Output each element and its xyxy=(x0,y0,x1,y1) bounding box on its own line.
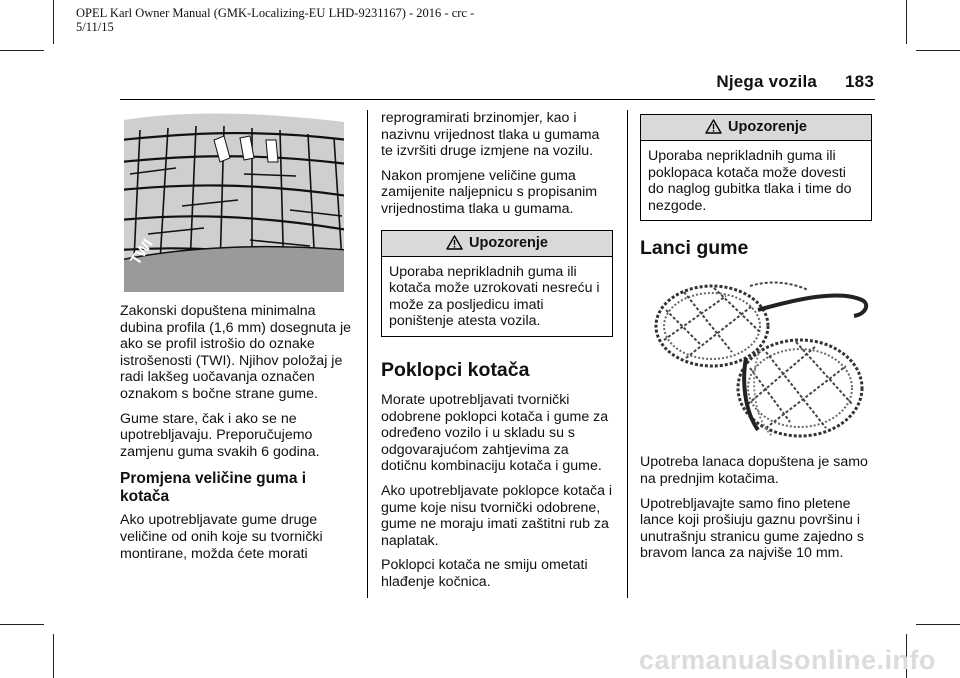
continued-paragraph: reprogramirati brzinomjer, kao i nazivnu vrijednost tlaka u gumama te izvršiti druge izmjene na vozilu. xyxy=(381,110,600,160)
twi-label: TWI xyxy=(127,235,157,269)
warning-box xyxy=(640,114,872,221)
column-2 xyxy=(381,110,613,598)
tire-size-change-heading: Promjena veličine guma i kotača xyxy=(120,470,307,506)
crop-mark xyxy=(906,0,907,44)
watermark: carmanualsonline.info xyxy=(638,645,936,675)
column-separator xyxy=(367,110,368,598)
page-number: 183 xyxy=(845,72,874,91)
wheel-covers-paragraph-1: Morate upotrebljavati tvornički odobrene poklopci kotača i gume za određeno vozilo i u skladu su s odgovarajućom zahtjevima za dotičnu kombinaciju kotača i gume. xyxy=(381,391,609,475)
chains-usage-paragraph: Upotreba lanaca dopuštena je samo na prednjim kotačima. xyxy=(640,454,868,487)
document-header-meta: OPEL Karl Owner Manual (GMK-Localizing-EU LHD-9231167) - 2016 - crc - 5/11/15 xyxy=(76,6,475,34)
column-3 xyxy=(640,110,872,570)
snow-chains-figure xyxy=(640,270,872,448)
crop-mark xyxy=(916,624,960,625)
crop-mark xyxy=(0,624,44,625)
wheel-covers-paragraph-3: Poklopci kotača ne smiju ometati hlađenje kočnica. xyxy=(381,557,588,590)
running-title: Njega vozila xyxy=(716,72,818,91)
warning-triangle-icon xyxy=(446,235,463,250)
wheel-covers-heading: Poklopci kotača xyxy=(381,358,530,381)
tire-age-paragraph: Gume stare, čak i ako se ne upotrebljavaju. Preporučujemo zamjenu guma svakih 6 godina. xyxy=(120,410,320,460)
header-rule xyxy=(120,99,875,100)
crop-mark xyxy=(53,634,54,678)
pressure-label-paragraph: Nakon promjene veličine guma zamijenite naljepnicu s propisanim vrijednostima tlaka u gumama. xyxy=(381,167,598,217)
tread-depth-paragraph: Zakonski dopuštena minimalna dubina profila (1,6 mm) dosegnuta je ako se profil istrošio do oznake istrošenosti (TWI). Njihov položaj je radi lakšeg uočavanja označen oznakom s bočne strane gume. xyxy=(120,303,352,402)
column-1 xyxy=(120,110,352,570)
warning-text: Uporaba neprikladnih guma ili kotača može uzrokovati nesreću i može za posljedicu imati poništenje atesta vozila. xyxy=(389,263,600,330)
tire-size-change-paragraph: Ako upotrebljavate gume druge veličine od onih koje su tvornički montirane, možda ćete morati xyxy=(120,512,323,562)
chains-type-paragraph: Upotrebljavajte samo fino pletene lance koji prošiuju gaznu površinu i unutrašnju stranicu gume zajedno s bravom lanca za najviše 10 mm. xyxy=(640,495,864,562)
warning-text: Uporaba neprikladnih guma ili poklopaca kotača može dovesti do naglog gubitka tlaka i time do nezgode. xyxy=(648,148,852,214)
warning-title: Upozorenje xyxy=(469,234,548,251)
snow-chains-heading: Lanci gume xyxy=(640,237,749,260)
running-header xyxy=(716,72,874,92)
warning-box xyxy=(381,230,613,337)
column-separator xyxy=(627,110,628,598)
tire-tread-figure xyxy=(120,110,348,295)
wheel-covers-paragraph-2: Ako upotrebljavate poklopce kotača i gume koje nisu tvornički odobrene, gume ne moraju imati zaštitni rub za naplatak. xyxy=(381,482,613,549)
warning-title: Upozorenje xyxy=(728,119,807,135)
warning-header xyxy=(641,115,871,141)
crop-mark xyxy=(53,0,54,44)
warning-header xyxy=(382,231,612,257)
warning-triangle-icon xyxy=(705,119,722,134)
crop-mark xyxy=(916,50,960,51)
crop-mark xyxy=(0,50,44,51)
